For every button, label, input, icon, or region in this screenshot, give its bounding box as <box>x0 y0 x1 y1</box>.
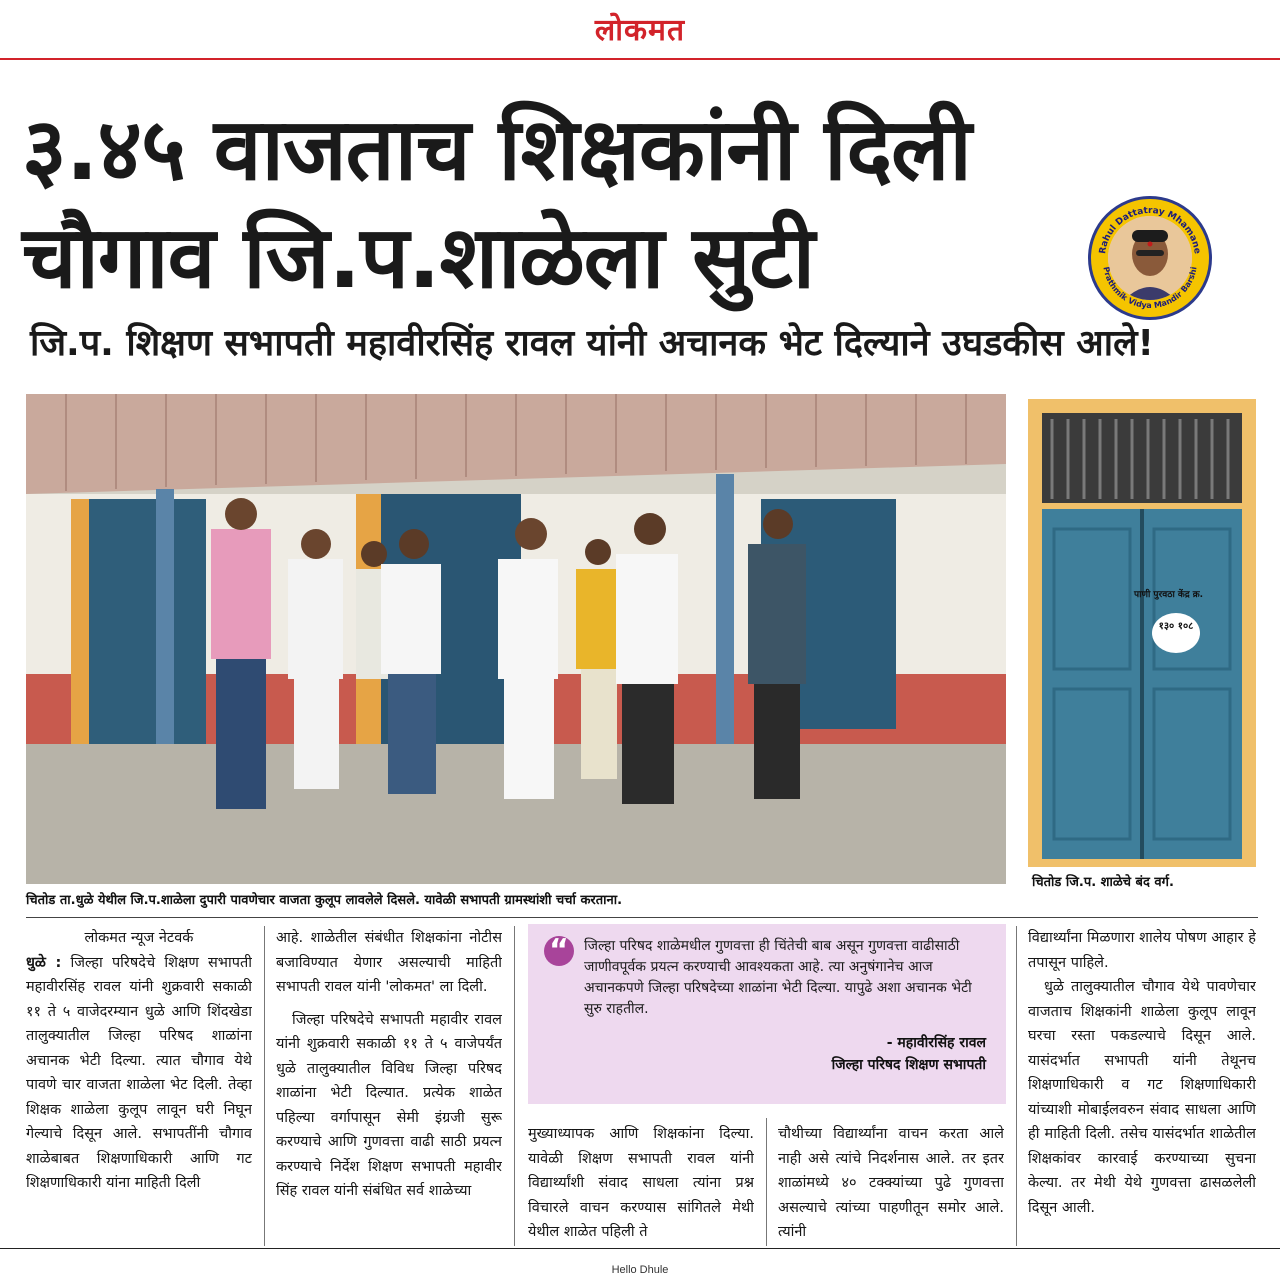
article-text: विद्यार्थ्यांना मिळणारा शालेय पोषण आहार हे तपासून पाहिले. <box>1028 930 1256 971</box>
caption-rule <box>26 917 1258 918</box>
column-divider <box>264 926 265 1246</box>
article-text: जिल्हा परिषदेचे शिक्षण सभापती महावीरसिंह रावल यांनी शुक्रवारी सकाळी ११ ते ५ वाजेदरम्यान धुळे आणि शिंदखेडा तालुक्यातील जिल्हा परिषद शाळांना अचानक भेटी दिल्या. त्यात चौगाव येथे पावणे चार वाजता शाळेला भेट दिली. तेव्हा शिक्षक शाळेला कुलूप लावून घरी निघून गेल्याचे दिसून आले. सभापतींनी चौगाव शाळेबाबत शिक्षणाधिकारी आणि गट शिक्षणाधिकारी यांना माहिती दिली <box>26 954 252 1191</box>
newspaper-logo: लोकमत <box>594 13 686 48</box>
subheadline: जि.प. शिक्षण सभापती महावीरसिंह रावल यांनी अचानक भेट दिल्याने उघडकीस आले! <box>30 323 1154 364</box>
headline-line-1: ३.४५ वाजताच शिक्षकांनी दिली <box>22 100 971 200</box>
door-number: १३० १०८ <box>1158 621 1194 632</box>
headline <box>22 96 1202 312</box>
profile-badge <box>1088 196 1212 320</box>
door-sign: पाणी पुरवठा केंद्र क्र. <box>1134 590 1204 600</box>
column-divider <box>766 1118 767 1246</box>
column-divider <box>514 926 515 1246</box>
quote-author-role: जिल्हा परिषद शिक्षण सभापती <box>831 1057 986 1073</box>
quote-icon: “ <box>544 936 574 966</box>
photo-caption: चितोड ता.धुळे येथील जि.प.शाळेला दुपारी पावणेचार वाजता कुलूप लावलेले दिसले. यावेळी सभापती ग्रामस्थांशी चर्चा करताना. <box>26 893 623 908</box>
closed-door-icon <box>1028 399 1256 867</box>
masthead-rule <box>0 58 1280 60</box>
group-photo-icon <box>26 394 1006 884</box>
article-column-4 <box>778 1122 1004 1246</box>
footer-credit: Hello Dhule <box>611 1264 669 1276</box>
closed-classroom-photo <box>1028 399 1256 867</box>
quote-text: जिल्हा परिषद शाळेमधील गुणवत्ता ही चिंतेची बाब असून गुणवत्ता वाढीसाठी जाणीवपूर्वक प्रयत्न करण्याची आवश्यकता आहे. त्या अनुषंगानेच आज अचानकपणे जिल्हा परिषदेच्या शाळांना भेटी दिल्या. यापुढे अशा अचानक भेटी सुरु राहतील. <box>584 938 972 1017</box>
article-text: जिल्हा परिषदेचे सभापती महावीर रावल यांनी शुक्रवारी सकाळी ११ ते ५ वाजेपर्यंत धुळे तालुक्यातील विविध जिल्हा परिषद शाळांना भेटी दिल्यात. प्रत्येक शाळेत पहिल्या वर्गापासून सेमी इंग्रजी सुरू करण्याचे आणि गुणवत्ता वाढी साठी प्रयत्न करण्याचे निर्देश शिक्षण सभापती महावीर सिंह रावल यांनी संबंधित सर्व शाळेच्या <box>276 1011 502 1199</box>
article-text: चौथीच्या विद्यार्थ्यांना वाचन करता आले नाही असे त्यांचे निदर्शनास आले. तर इतर शाळांमध्ये ४० टक्क्यांच्या पुढे गुणवत्ता असल्याचे त्यांच्या पाहणीतून समोर आले. त्यांनी <box>778 1126 1004 1240</box>
quote-author-name: - महावीरसिंह रावल <box>886 1035 986 1051</box>
article-column-1 <box>26 926 252 1246</box>
article-text: आहे. शाळेतील संबंधीत शिक्षकांना नोटीस बजाविण्यात येणार असल्याची माहिती सभापती रावल यांनी 'लोकमत' ला दिली. <box>276 930 502 995</box>
dateline: धुळे : <box>26 954 62 971</box>
group-photo <box>26 394 1006 884</box>
column-divider <box>1016 926 1017 1246</box>
article-column-3 <box>528 1122 754 1246</box>
svg-text:Prathmik Vidya Mandir Barshi <box>1101 266 1198 310</box>
badge-ring-text <box>1091 199 1209 317</box>
svg-text:Rahul Dattatray Mhamane <box>1098 206 1202 255</box>
quote-author <box>584 1032 986 1076</box>
article-text: धुळे तालुक्यातील चौगाव येथे पावणेचार वाजताच शिक्षकांनी शाळेला कुलूप लावून घरचा रस्ता पकडल्याचे दिसून आले. यासंदर्भात सभापती यांनी तेथूनच शिक्षणाधिकारी व गट शिक्षणाधिकारी यांच्याशी मोबाईलवरुन संवाद साधला आणि ही माहिती दिली. तसेच यासंदर्भात शाळेतील शिक्षकांवर कारवाई करण्याच्या सुचना केल्या. तर मेथी येथे गुणवत्ता ढासळलेली दिसून आली. <box>1028 979 1256 1216</box>
side-photo-caption: चितोड जि.प. शाळेचे बंद वर्ग. <box>1032 875 1174 890</box>
masthead <box>0 0 1280 58</box>
article-column-5 <box>1028 926 1256 1246</box>
page-bottom-rule <box>0 1248 1280 1249</box>
article-column-2 <box>276 926 502 1246</box>
byline: लोकमत न्यूज नेटवर्क <box>84 930 194 946</box>
badge-school-text: Prathmik Vidya Mandir Barshi <box>1101 265 1199 311</box>
article-text: मुख्याध्यापक आणि शिक्षकांना दिल्या. यावेळी शिक्षण सभापती रावल यांनी विद्यार्थ्यांशी संवाद साधला त्यांना प्रश्न विचारले वाचन करण्यास सांगितले मेथी येथील शाळेत पहिली ते <box>528 1126 754 1240</box>
badge-name-text: Rahul Dattatray Mhamane <box>1098 205 1202 255</box>
headline-line-2: चौगाव जि.प.शाळेला सुटी <box>22 208 814 308</box>
pull-quote <box>528 924 1006 1104</box>
